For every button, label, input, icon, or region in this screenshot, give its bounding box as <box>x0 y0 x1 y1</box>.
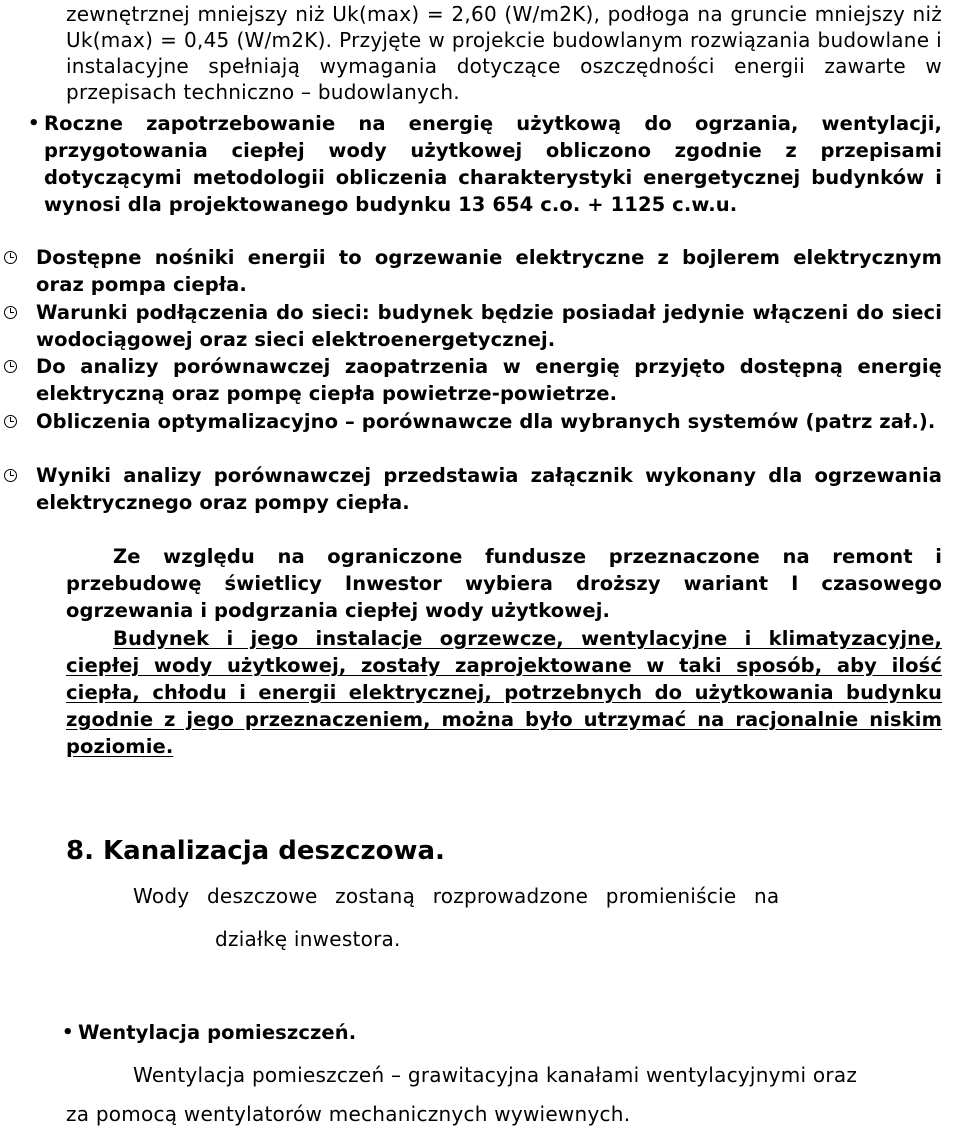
optimization-item: Obliczenia optymalizacyjno – porównawcze dla wybranych systemów (patrz zał.). <box>36 410 936 433</box>
section-number: 8. <box>66 836 94 866</box>
comparative-analysis-item: Do analizy porównawczej zaopatrzenia w energię przyjęto dostępną energię elektryczną oraz pompę ciepła powietrze-powietrze. <box>36 355 942 405</box>
clock-bullet-icon <box>4 469 17 482</box>
ventilation-title: Wentylacja pomieszczeń. <box>78 1021 357 1044</box>
clock-bullet-icon <box>4 251 17 264</box>
section-title: Kanalizacja deszczowa. <box>103 836 445 866</box>
ventilation-line-1: Wentylacja pomieszczeń – grawitacyjna kanałami wentylacyjnymi oraz <box>133 1063 858 1087</box>
intro-paragraph: zewnętrznej mniejszy niż Uk(max) = 2,60 (W/m2K), podłoga na gruncie mniejszy niż Uk(max) = 0,45 (W/m2K). Przyjęte w projekcie budowlanym rozwiązania budowlane i instalacyjne spełniają wymagania dotyczące oszczędności energii zawarte w przepisach techniczno – budowlanych. <box>66 2 942 104</box>
bullet-dot: • <box>28 113 40 134</box>
bullet-dot: • <box>62 1022 74 1043</box>
grid-connection-item: Warunki podłączenia do sieci: budynek będzie posiadał jedynie włączeni do sieci wodociągowej oraz sieci elektroenergetycznej. <box>36 301 942 351</box>
clock-bullet-icon <box>4 306 17 319</box>
clock-bullet-icon <box>4 415 17 428</box>
energy-demand-paragraph: Roczne zapotrzebowanie na energię użytkową do ogrzania, wentylacji, przygotowania ciepłej wody użytkowej obliczono zgodnie z przepisami dotyczącymi metodologii obliczenia charakterystyki energetycznej budynków i wynosi dla projektowanego budynku 13 654 c.o. + 1125 c.w.u. <box>44 112 942 216</box>
rainwater-line-1: Wody deszczowe zostaną rozprowadzone promieniście na <box>133 884 780 908</box>
ventilation-line-2: za pomocą wentylatorów mechanicznych wywiewnych. <box>66 1102 631 1126</box>
section-heading <box>66 835 866 867</box>
clock-bullet-icon <box>4 360 17 373</box>
investor-paragraph: Ze względu na ograniczone fundusze przeznaczone na remont i przebudowę świetlicy Inwestor wybiera droższy wariant I czasowego ogrzewania i podgrzania ciepłej wody użytkowej. <box>66 545 942 622</box>
results-item: Wyniki analizy porównawczej przedstawia załącznik wykonany dla ogrzewania elektrycznego oraz pompy ciepła. <box>36 464 942 514</box>
energy-carriers-item: Dostępne nośniki energii to ogrzewanie elektryczne z bojlerem elektrycznym oraz pompa ciepła. <box>36 246 942 296</box>
rainwater-line-2: działkę inwestora. <box>215 927 401 951</box>
building-installations-paragraph: Budynek i jego instalacje ogrzewcze, wentylacyjne i klimatyzacyjne, ciepłej wody użytkowej, zostały zaprojektowane w taki sposób, aby ilość ciepła, chłodu i energii elektrycznej, potrzebnych do użytkowania budynku zgodnie z jego przeznaczeniem, można było utrzymać na racjonalnie niskim poziomie. <box>66 627 942 758</box>
